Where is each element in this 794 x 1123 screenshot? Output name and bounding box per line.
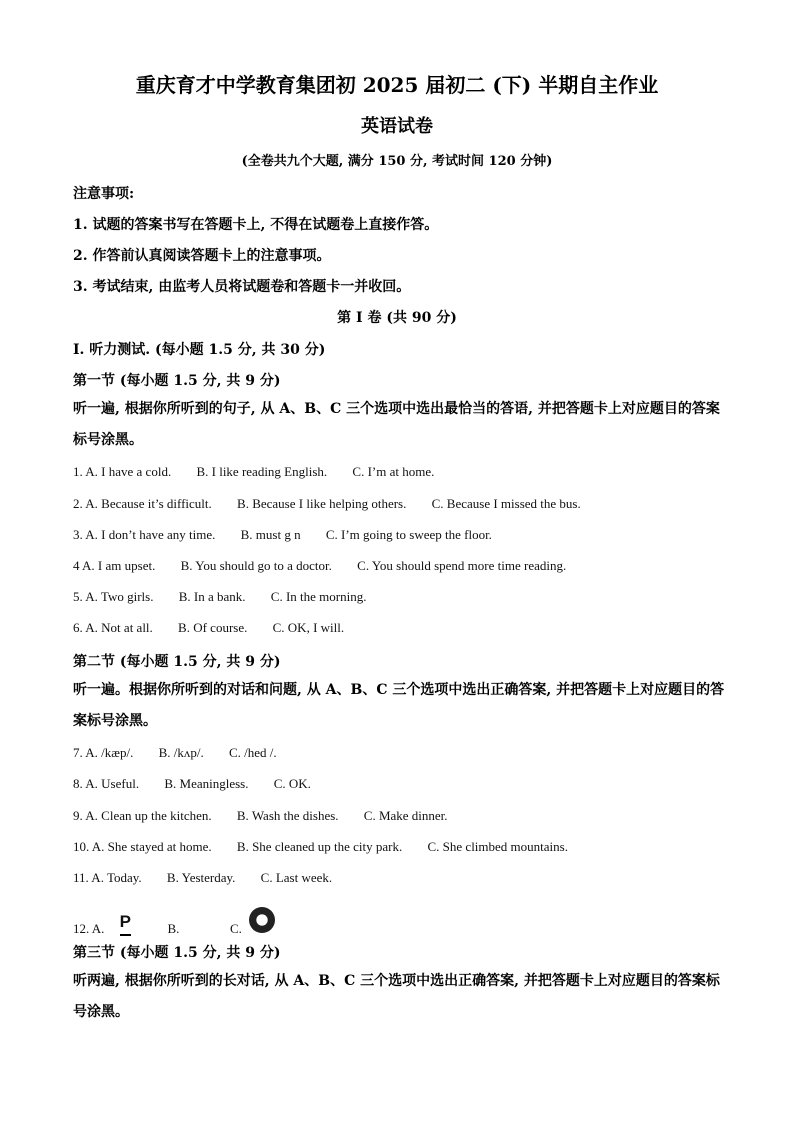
- exam-title: 重庆育才中学教育集团初 2025 届初二 (下) 半期自主作业: [135, 73, 659, 97]
- exam-info: (全卷共九个大题, 满分 150 分, 考试时间 120 分钟): [241, 154, 553, 169]
- section-instruction: 听两遍, 根据你所听到的长对话, 从 A、B、C 三个选项中选出正确答案, 并把答题卡上对应题目的答案标号涂黑。: [73, 973, 720, 1020]
- option-b: B.: [167, 920, 180, 936]
- option-c: C. I’m going to sweep the floor.: [325, 527, 492, 542]
- round-badge-icon: [249, 907, 275, 933]
- section-heading: 第三节 (每小题 1.5 分, 共 9 分): [73, 945, 281, 961]
- section-instruction: 听一遍。根据你所听到的对话和问题, 从 A、B、C 三个选项中选出正确答案, 并把答题卡上对应题目的答案标号涂黑。: [73, 682, 725, 729]
- option-c: C. Make dinner.: [363, 808, 448, 823]
- option-b: B. Wash the dishes.: [236, 808, 339, 823]
- option-c: C. /hed /.: [228, 745, 277, 760]
- note-item: 1. 试题的答案书写在答题卡上, 不得在试题卷上直接作答。: [73, 217, 439, 233]
- option-a: 4 A. I am upset.: [73, 558, 156, 573]
- option-a: 1. A. I have a cold.: [73, 464, 172, 479]
- option-b: B. Yesterday.: [166, 870, 236, 885]
- option-a: 3. A. I don’t have any time.: [73, 527, 216, 542]
- question-row: [73, 808, 448, 824]
- note-item: 3. 考试结束, 由监考人员将试题卷和答题卡一并收回。: [73, 279, 411, 295]
- option-b: B. She cleaned up the city park.: [236, 839, 403, 854]
- option-c: C.: [229, 920, 242, 936]
- option-b: B. In a bank.: [178, 589, 246, 604]
- question-row: [73, 464, 434, 480]
- question-row-12: [73, 911, 275, 943]
- option-c: C. In the morning.: [270, 589, 367, 604]
- option-c: C. OK.: [273, 776, 311, 791]
- question-row: [73, 589, 366, 605]
- question-row: [73, 776, 311, 792]
- option-b: B. Because I like helping others.: [237, 496, 407, 511]
- exam-subtitle: 英语试卷: [361, 116, 433, 137]
- option-b: B. Of course.: [178, 620, 248, 635]
- note-item: 2. 作答前认真阅读答题卡上的注意事项。: [73, 248, 331, 264]
- option-c: C. You should spend more time reading.: [357, 558, 567, 573]
- option-a: 5. A. Two girls.: [73, 589, 154, 604]
- option-b: B. You should go to a doctor.: [180, 558, 332, 573]
- question-row: [73, 620, 344, 636]
- question-row: [73, 558, 566, 574]
- option-c: C. I’m at home.: [352, 464, 435, 479]
- option-c: C. Last week.: [260, 870, 333, 885]
- question-row: [73, 527, 492, 543]
- section-heading: 第二节 (每小题 1.5 分, 共 9 分): [73, 654, 281, 670]
- option-c: C. Because I missed the bus.: [431, 496, 581, 511]
- volume-title: 第 I 卷 (共 90 分): [337, 310, 457, 326]
- question-row: [73, 839, 568, 855]
- option-b: B. /kʌp/.: [158, 745, 204, 760]
- section-instruction: 听一遍, 根据你所听到的句子, 从 A、B、C 三个选项中选出最恰当的答语, 并把答题卡上对应题目的答案标号涂黑。: [73, 401, 720, 448]
- option-c: C. She climbed mountains.: [427, 839, 568, 854]
- option-b: B. Meaningless.: [164, 776, 249, 791]
- question-row: [73, 496, 581, 512]
- option-a: 11. A. Today.: [73, 870, 142, 885]
- option-a: 9. A. Clean up the kitchen.: [73, 808, 212, 823]
- option-c: C. OK, I will.: [272, 620, 345, 635]
- part-heading: I. 听力测试. (每小题 1.5 分, 共 30 分): [73, 342, 326, 358]
- section-heading: 第一节 (每小题 1.5 分, 共 9 分): [73, 373, 281, 389]
- option-b: B. must g n: [240, 527, 301, 542]
- question-row: [73, 870, 332, 886]
- option-b: B. I like reading English.: [196, 464, 328, 479]
- parking-sign-icon: P: [119, 911, 132, 931]
- option-a: 6. A. Not at all.: [73, 620, 153, 635]
- notes-heading: 注意事项:: [73, 186, 135, 202]
- option-a: 2. A. Because it’s difficult.: [73, 496, 212, 511]
- option-a: 10. A. She stayed at home.: [73, 839, 212, 854]
- option-a: 7. A. /kæp/.: [73, 745, 134, 760]
- option-a: 8. A. Useful.: [73, 776, 140, 791]
- option-a: 12. A.: [73, 920, 105, 936]
- question-row: [73, 745, 277, 761]
